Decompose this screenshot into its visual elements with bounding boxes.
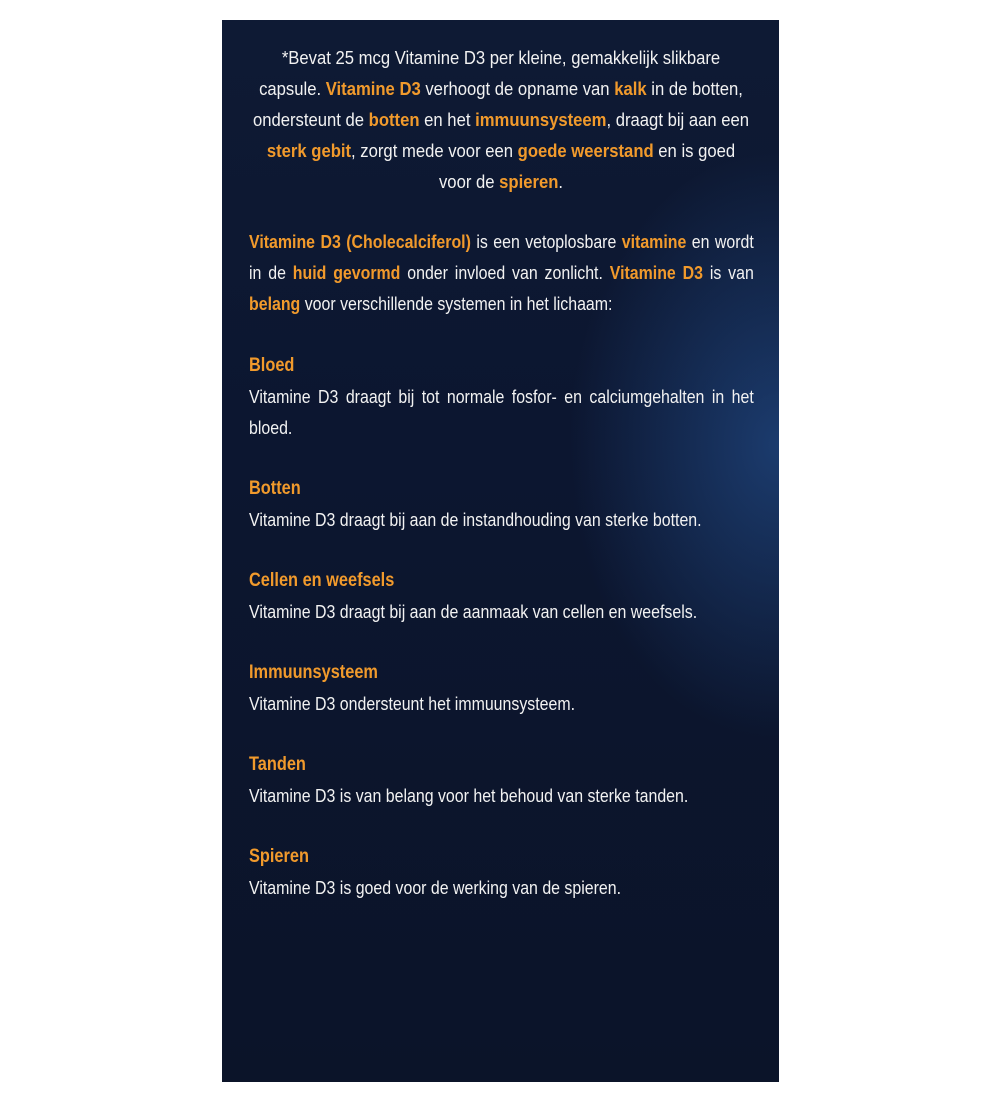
- highlight-vitamine-d3: Vitamine D3: [325, 78, 421, 99]
- highlight-immuunsysteem: immuunsysteem: [475, 109, 607, 130]
- section-body-text: Vitamine D3 draagt bij aan de instandhouding van sterke botten.: [249, 509, 702, 530]
- highlight-cholecalciferol: Vitamine D3 (Cholecalciferol): [249, 231, 471, 252]
- intro-paragraph: [249, 42, 753, 197]
- product-info-panel: [222, 20, 779, 1082]
- highlight-belang: belang: [249, 293, 301, 314]
- section-title-text: Immuunsysteem: [249, 662, 378, 683]
- section-cellen-en-weefsels: [249, 565, 755, 627]
- section-title: [249, 657, 755, 688]
- description-text: is van: [702, 262, 754, 283]
- intro-text: en is goed voor de: [438, 140, 736, 192]
- section-tanden: [249, 749, 755, 811]
- intro-text: .: [558, 171, 564, 192]
- section-body-text: Vitamine D3 draagt bij tot normale fosfor- en calciumgehalten in het bloed.: [249, 386, 754, 438]
- highlight-huid-gevormd: huid gevormd: [292, 262, 401, 283]
- description-text: voor verschillende systemen in het lichaam:: [300, 293, 613, 314]
- description-content: [249, 226, 754, 319]
- section-body-text: Vitamine D3 draagt bij aan de aanmaak van cellen en weefsels.: [249, 601, 698, 622]
- intro-text: in de botten, ondersteunt de: [252, 78, 743, 130]
- section-body: [249, 780, 755, 811]
- section-body: [249, 688, 755, 719]
- section-body: [249, 381, 755, 443]
- section-title-text: Botten: [249, 478, 301, 499]
- section-title: [249, 841, 755, 872]
- section-body-text: Vitamine D3 ondersteunt het immuunsysteem.: [249, 693, 576, 714]
- section-title: [249, 749, 755, 780]
- intro-text: , draagt bij aan een: [606, 109, 750, 130]
- section-title-text: Spieren: [249, 846, 309, 867]
- section-title: [249, 473, 755, 504]
- section-title-text: Tanden: [249, 754, 306, 775]
- highlight-goede-weerstand: goede weerstand: [517, 140, 654, 161]
- section-body: [249, 596, 755, 627]
- section-title: [249, 350, 755, 381]
- intro-text: en het: [419, 109, 476, 130]
- section-body-text: Vitamine D3 is van belang voor het behoud van sterke tanden.: [249, 785, 689, 806]
- intro-text: , zorgt mede voor een: [351, 140, 518, 161]
- description-text: is een vetoplosbare: [470, 231, 622, 252]
- section-title-text: Cellen en weefsels: [249, 570, 395, 591]
- section-title-text: Bloed: [249, 355, 295, 376]
- intro-text: verhoogt de opname van: [420, 78, 615, 99]
- section-title: [249, 565, 755, 596]
- highlight-vitamine: vitamine: [621, 231, 687, 252]
- section-body: [249, 504, 755, 535]
- highlight-vitamine-d3: Vitamine D3: [609, 262, 703, 283]
- highlight-sterk-gebit: sterk gebit: [266, 140, 352, 161]
- section-spieren: [249, 841, 755, 903]
- section-botten: [249, 473, 755, 535]
- intro-text: *Bevat 25 mcg Vitamine D3 per kleine, gemakkelijk slikbare capsule.: [259, 47, 721, 99]
- description-text: en wordt in de: [249, 231, 754, 283]
- highlight-spieren: spieren: [499, 171, 559, 192]
- highlight-kalk: kalk: [614, 78, 647, 99]
- section-immuunsysteem: [249, 657, 755, 719]
- section-body-text: Vitamine D3 is goed voor de werking van de spieren.: [249, 877, 622, 898]
- section-body: [249, 872, 755, 903]
- highlight-botten: botten: [368, 109, 420, 130]
- section-bloed: [249, 350, 755, 443]
- description-paragraph: [249, 226, 755, 319]
- description-text: onder invloed van zonlicht.: [400, 262, 610, 283]
